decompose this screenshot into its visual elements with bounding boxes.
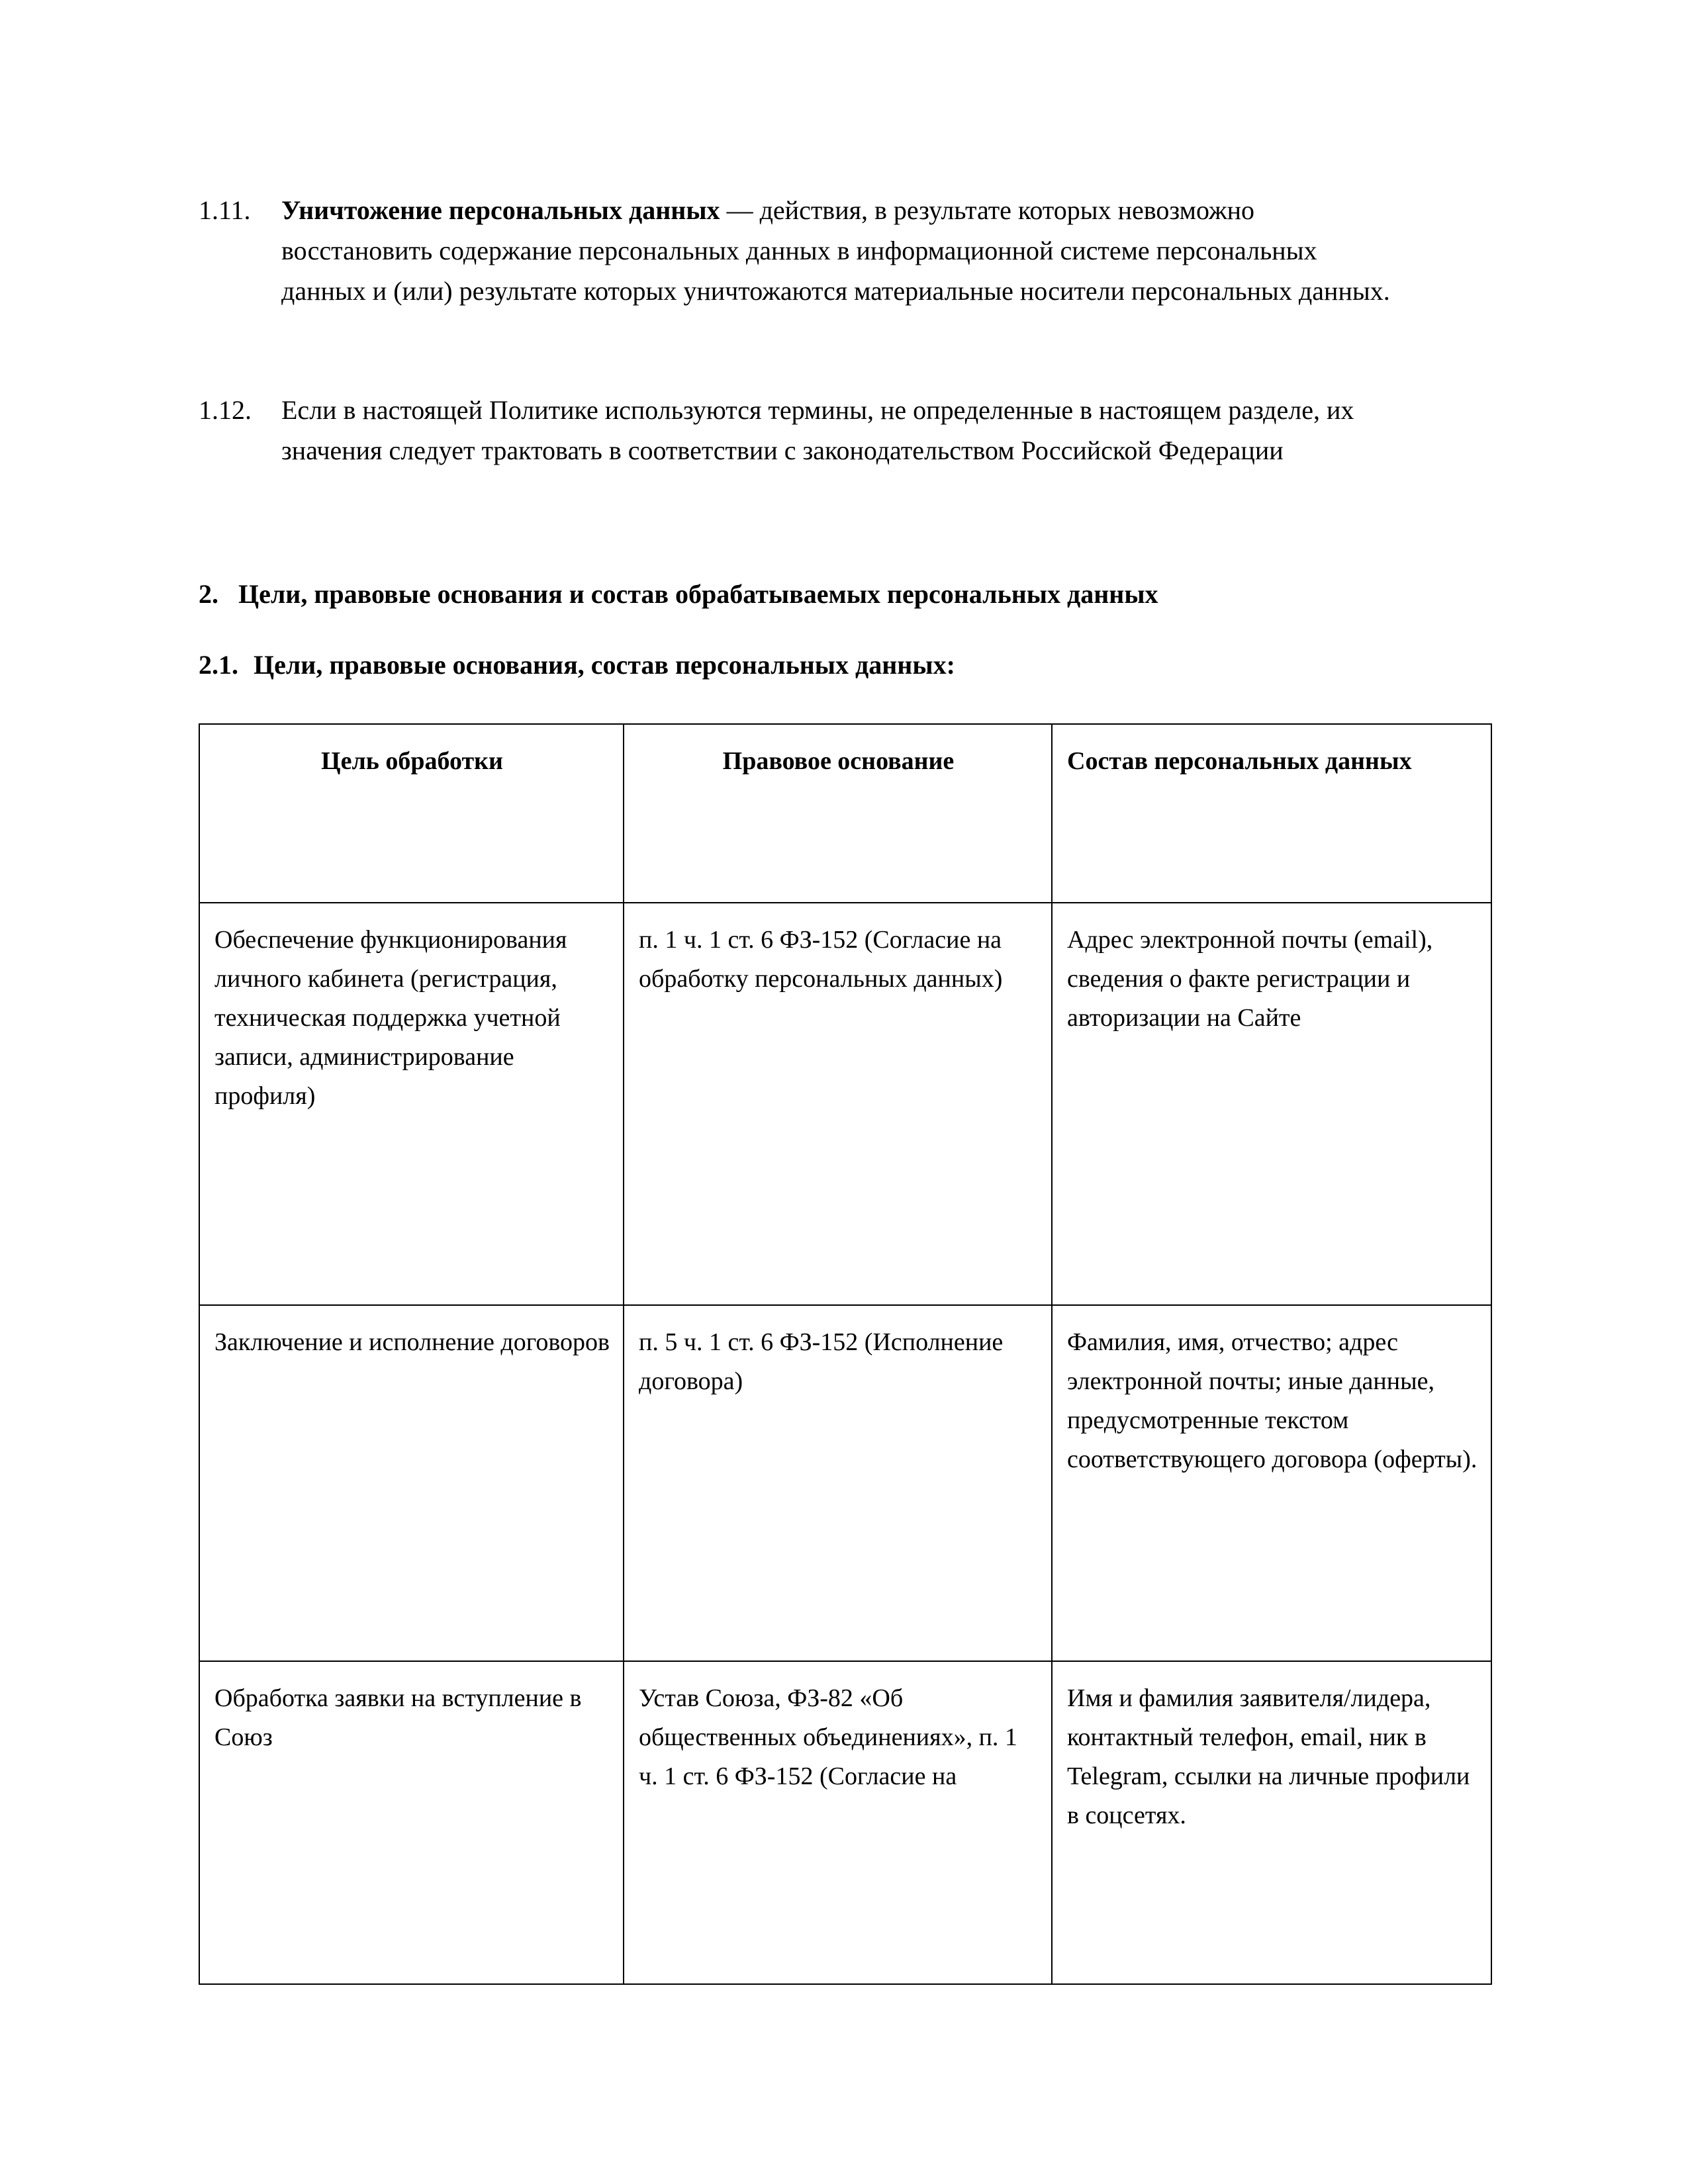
table-header-row	[199, 724, 1491, 903]
cell-text: п. 1 ч. 1 ст. 6 ФЗ-152 (Согласие на обработку персональных данных)	[639, 926, 1003, 993]
cell-data-composition	[1052, 1305, 1491, 1661]
clause-number: 1.11.	[199, 195, 251, 225]
clause-body	[281, 390, 1443, 471]
cell-text: Устав Союза, ФЗ-82 «Об общественных объединениях», п. 1 ч. 1 ст. 6 ФЗ-152 (Согласие на	[639, 1684, 1017, 1790]
cell-text: Обработка заявки на вступление в Союз	[214, 1684, 582, 1751]
cell-text: Адрес электронной почты (email), сведения о факте регистрации и авторизации на Сайте	[1067, 926, 1433, 1032]
cell-text: Заключение и исполнение договоров	[214, 1328, 610, 1356]
table-row	[199, 1305, 1491, 1661]
cell-purpose	[199, 1661, 624, 1984]
clause-text: Если в настоящей Политике используются термины, не определенные в настоящем разделе, их значения следует трактовать в соответствии с законодательством Российской Федерации	[281, 395, 1354, 465]
column-header-data-composition: Состав персональных данных	[1052, 724, 1491, 903]
section-number: 2.1.	[199, 650, 238, 680]
section-title: Цели, правовые основания и состав обрабатываемых персональных данных	[238, 579, 1158, 609]
section-title: Цели, правовые основания, состав персональных данных:	[254, 650, 955, 680]
section-heading-2	[199, 574, 1456, 614]
cell-text: Имя и фамилия заявителя/лидера, контактный телефон, email, ник в Telegram, ссылки на личные профили в соцсетях.	[1067, 1684, 1470, 1829]
cell-text: п. 5 ч. 1 ст. 6 ФЗ-152 (Исполнение договора)	[639, 1328, 1004, 1395]
clause-body	[281, 191, 1390, 311]
table-row	[199, 1661, 1491, 1984]
table-body	[199, 903, 1491, 1984]
defined-term: Уничтожение персональных данных	[281, 195, 720, 225]
section-number: 2.	[199, 579, 218, 609]
column-header-purpose: Цель обработки	[199, 724, 624, 903]
table-header	[199, 724, 1491, 903]
column-header-legal-basis: Правовое основание	[624, 724, 1052, 903]
table-row	[199, 903, 1491, 1305]
cell-legal-basis	[624, 1305, 1052, 1661]
cell-data-composition	[1052, 1661, 1491, 1984]
cell-legal-basis	[624, 903, 1052, 1305]
cell-text: Обеспечение функционирования личного кабинета (регистрация, техническая поддержка учетной записи, администрирование профиля)	[214, 926, 567, 1110]
clause-text: — действия, в результате которых невозможно восстановить содержание персональных данных в информационной системе персональных данных и (или) результате которых уничтожаются материальные носители персональных данных.	[281, 195, 1390, 306]
clause-1-12	[199, 390, 1443, 471]
cell-data-composition	[1052, 903, 1491, 1305]
section-heading-2-1	[199, 645, 1456, 685]
clause-number: 1.12.	[199, 395, 252, 425]
cell-legal-basis	[624, 1661, 1052, 1984]
clause-1-11	[199, 191, 1390, 311]
cell-purpose	[199, 1305, 624, 1661]
personal-data-purposes-table	[199, 723, 1492, 1985]
cell-text: Фамилия, имя, отчество; адрес электронной почты; иные данные, предусмотренные текстом соответствующего договора (оферты).	[1067, 1328, 1477, 1473]
cell-purpose	[199, 903, 624, 1305]
